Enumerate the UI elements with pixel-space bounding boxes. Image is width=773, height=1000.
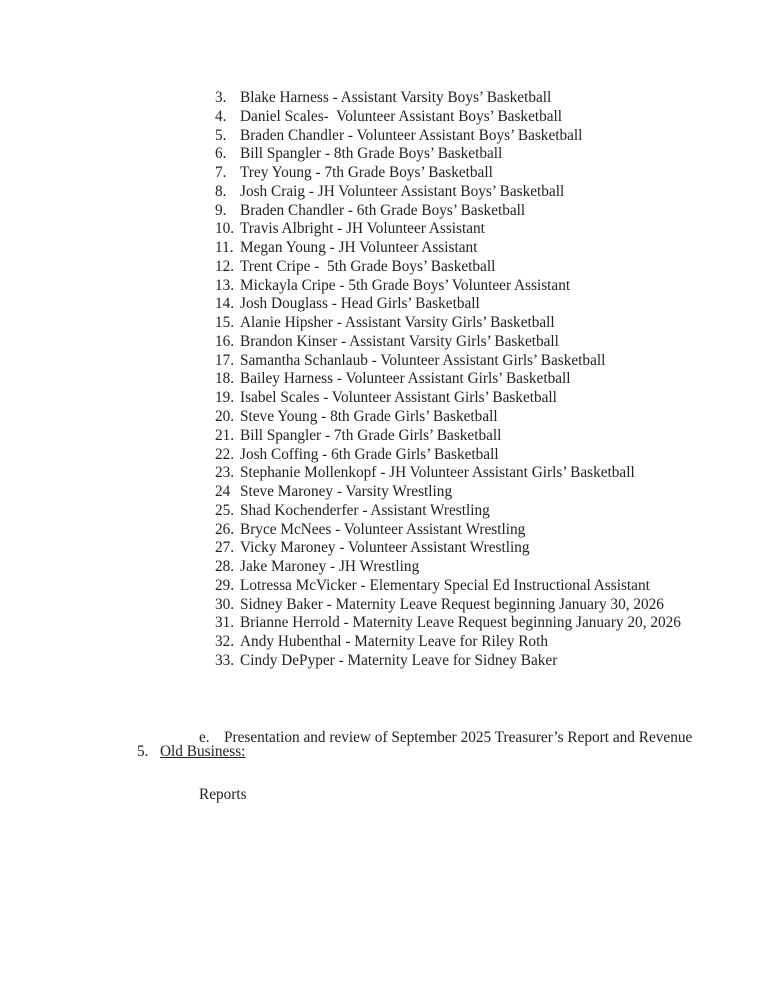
list-item — [215, 295, 681, 314]
list-item-text: Bill Spangler - 8th Grade Boys’ Basketball — [240, 145, 503, 163]
list-item-text: Bill Spangler - 7th Grade Girls’ Basketball — [240, 426, 502, 444]
list-item — [215, 239, 681, 258]
list-item — [215, 596, 681, 615]
list-item-number: 16. — [215, 332, 235, 350]
list-item-text: Lotressa McVicker - Elementary Special Ed Instructional Assistant — [240, 576, 650, 594]
list-item-text: Mickayla Cripe - 5th Grade Boys’ Volunteer Assistant — [240, 276, 571, 294]
agenda-item-e-line1 — [199, 729, 692, 748]
old-business-number: 5. — [137, 743, 149, 760]
list-item-text: Brandon Kinser - Assistant Varsity Girls’ Basketball — [240, 332, 559, 350]
list-item-text: Steve Maroney - Varsity Wrestling — [240, 483, 453, 501]
list-item-number: 27. — [215, 539, 235, 557]
list-item — [215, 220, 681, 239]
list-item — [215, 352, 681, 371]
list-item — [215, 558, 681, 577]
list-item-number: 15. — [215, 314, 235, 332]
list-item-number: 24 — [215, 483, 231, 501]
list-item-number: 11. — [215, 239, 234, 257]
list-item — [215, 202, 681, 221]
list-item-number: 4. — [215, 107, 227, 125]
list-item-text: Trey Young - 7th Grade Boys’ Basketball — [240, 164, 493, 182]
list-item-number: 26. — [215, 520, 235, 538]
list-item — [215, 633, 681, 652]
list-item-text: Travis Albright - JH Volunteer Assistant — [240, 220, 485, 238]
list-item-number: 14. — [215, 295, 235, 313]
list-item-number: 19. — [215, 389, 235, 407]
list-item — [215, 427, 681, 446]
list-item-text: Andy Hubenthal - Maternity Leave for Riley Roth — [240, 633, 548, 651]
list-item-number: 23. — [215, 464, 235, 482]
list-item — [215, 277, 681, 296]
list-item — [215, 502, 681, 521]
list-item-text: Trent Cripe - 5th Grade Boys’ Basketball — [240, 257, 496, 275]
list-item-text: Jake Maroney - JH Wrestling — [240, 558, 420, 576]
list-item — [215, 408, 681, 427]
list-item-number: 28. — [215, 558, 235, 576]
list-item-number: 5. — [215, 126, 227, 144]
list-item-text: Bryce McNees - Volunteer Assistant Wrestling — [240, 520, 526, 538]
list-item-text: Braden Chandler - Volunteer Assistant Boys’ Basketball — [240, 126, 583, 144]
list-item — [215, 483, 681, 502]
list-item-text: Vicky Maroney - Volunteer Assistant Wrestling — [240, 539, 530, 557]
list-item-number: 3. — [215, 89, 227, 106]
list-item — [215, 614, 681, 633]
list-item — [215, 145, 681, 164]
agenda-item-e-text: Presentation and review of September 2025 Treasurer’s Report and Revenue — [224, 728, 693, 746]
list-item-number: 21. — [215, 426, 235, 444]
old-business-section — [137, 743, 245, 762]
list-item — [215, 164, 681, 183]
list-item — [215, 108, 681, 127]
list-item-text: Shad Kochenderfer - Assistant Wrestling — [240, 501, 490, 519]
agenda-item-e-text-wrap: Reports — [199, 785, 247, 803]
list-item-number: 12. — [215, 257, 235, 275]
list-item-text: Samantha Schanlaub - Volunteer Assistant Girls’ Basketball — [240, 351, 606, 369]
list-item-number: 6. — [215, 145, 227, 163]
list-item-number: 13. — [215, 276, 235, 294]
list-item — [215, 464, 681, 483]
list-item — [215, 314, 681, 333]
list-item-number: 30. — [215, 595, 235, 613]
list-item-number: 18. — [215, 370, 235, 388]
list-item-number: 17. — [215, 351, 235, 369]
list-item — [215, 521, 681, 540]
list-item — [215, 652, 681, 671]
list-item — [215, 389, 681, 408]
list-item-number: 33. — [215, 651, 235, 669]
list-item-number: 31. — [215, 614, 235, 632]
list-item-text: Bailey Harness - Volunteer Assistant Girls’ Basketball — [240, 370, 571, 388]
list-item-text: Stephanie Mollenkopf - JH Volunteer Assistant Girls’ Basketball — [240, 464, 635, 482]
list-item-text: Braden Chandler - 6th Grade Boys’ Basketball — [240, 201, 526, 219]
list-item-text: Cindy DePyper - Maternity Leave for Sidney Baker — [240, 651, 558, 669]
agenda-item-e-label: e. — [199, 728, 210, 746]
list-item-text: Daniel Scales- Volunteer Assistant Boys’ Basketball — [240, 107, 563, 125]
list-item — [215, 127, 681, 146]
list-item-text: Josh Coffing - 6th Grade Girls’ Basketball — [240, 445, 499, 463]
list-item-number: 20. — [215, 408, 235, 426]
list-item-number: 29. — [215, 576, 235, 594]
old-business-heading: Old Business: — [160, 743, 246, 760]
list-item-text: Steve Young - 8th Grade Girls’ Basketball — [240, 408, 498, 426]
personnel-list — [215, 89, 681, 671]
list-item-text: Josh Douglass - Head Girls’ Basketball — [240, 295, 480, 313]
list-item — [215, 446, 681, 465]
list-item-text: Blake Harness - Assistant Varsity Boys’ Basketball — [240, 89, 552, 106]
list-item-text: Alanie Hipsher - Assistant Varsity Girls’ Basketball — [240, 314, 555, 332]
list-item-number: 10. — [215, 220, 235, 238]
list-item — [215, 539, 681, 558]
list-item-text: Brianne Herrold - Maternity Leave Request beginning January 20, 2026 — [240, 614, 681, 632]
list-item — [215, 577, 681, 596]
list-item-text: Megan Young - JH Volunteer Assistant — [240, 239, 478, 257]
list-item-number: 8. — [215, 182, 227, 200]
agenda-item-e — [199, 691, 692, 842]
list-item-text: Josh Craig - JH Volunteer Assistant Boys’ Basketball — [240, 182, 565, 200]
list-item — [215, 89, 681, 108]
list-item — [215, 370, 681, 389]
list-item-text: Sidney Baker - Maternity Leave Request beginning January 30, 2026 — [240, 595, 664, 613]
list-item-number: 25. — [215, 501, 235, 519]
list-item — [215, 258, 681, 277]
list-item-number: 9. — [215, 201, 227, 219]
list-item — [215, 333, 681, 352]
list-item-number: 7. — [215, 164, 227, 182]
list-item-number: 32. — [215, 633, 235, 651]
list-item-number: 22. — [215, 445, 235, 463]
list-item-text: Isabel Scales - Volunteer Assistant Girls’ Basketball — [240, 389, 557, 407]
list-item — [215, 183, 681, 202]
